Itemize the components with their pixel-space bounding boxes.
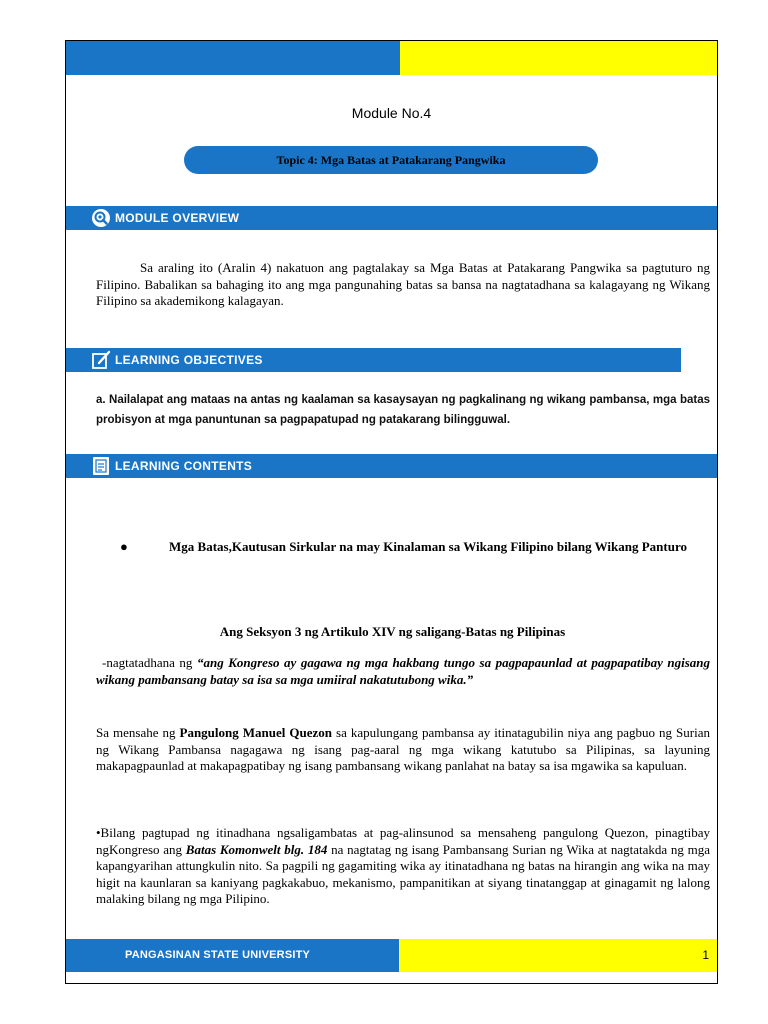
module-overview-text: Sa araling ito (Aralin 4) nakatuon ang pagtalakay sa Mga Batas at Patakarang Pangwika sa pagtuturo ng Filipino. Babalikan sa bahaging ito ang mga pangunahing batas sa bansa na nagtatadhana sa kalagayang ng Wikang Filipino sa akademikong kalagayan.	[96, 260, 710, 308]
document-icon	[91, 456, 111, 476]
batas-name: Batas Komonwelt blg. 184	[185, 841, 328, 857]
quezon-post: sa kapulungang pambansa ay itinatagubilin niya ang pagbuo ng Surian ng Wikang Pambansa nagagawa ng isang pag-aaral ng mga wikang katutubo sa Pilipinas, sa layuning makapagpaunlad at makapagpatibay ng isang pambansang wikang panlahat na batay sa isa mgawika sa kapuluan.	[96, 725, 711, 773]
topic-title: Topic 4: Mga Batas at Patakarang Pangwika	[184, 146, 598, 174]
quezon-name: Pangulong Manuel Quezon	[179, 725, 332, 740]
page-number: 1	[702, 948, 709, 962]
learning-objectives-title: LEARNING OBJECTIVES	[115, 353, 263, 367]
quezon-pre: Sa mensahe ng	[96, 725, 180, 740]
module-overview-bar	[66, 206, 718, 230]
footer-university-band	[66, 939, 399, 972]
learning-objectives-bar	[66, 348, 681, 372]
batas-post: na nagtatag ng isang Pambansang Surian ng Wika at nagtatakda ng mga kapangyarihan attungkulin nito. Sa pagpili ng gagamiting wika ay itinatadhana ng batas na hirangin ang wika na may higit na kaunlaran sa kaniyang pagkakabuo, mekanismo, pampanitikan at siyang tinatanggap at ginagamit ng lalong malaking bilang ng mga Pilipino.	[96, 841, 710, 906]
module-page	[65, 40, 718, 984]
module-overview-title: MODULE OVERVIEW	[115, 211, 240, 225]
magnifier-gear-icon	[91, 208, 111, 228]
content-bullet-text: Mga Batas,Kautusan Sirkular na may Kinalaman sa Wikang Filipino bilang Wikang Panturo	[169, 539, 687, 554]
footer-page-band	[399, 939, 718, 972]
constitution-quote: “ang Kongreso ay gagawa ng mga hakbang tungo sa pagpapaunlad at pagpapatibay ngisang wikang pambansang batay sa isa sa mga umiiral nakatutubong wika.”	[96, 655, 711, 687]
learning-contents-title: LEARNING CONTENTS	[115, 459, 253, 473]
learning-contents-bar	[66, 454, 718, 478]
quote-lead: -nagtatadhana ng	[102, 655, 197, 670]
learning-objective-a: a. Nailalapat ang mataas na antas ng kaalaman sa kasaysayan ng pagkalinang ng wikang pambansa, mga batas probisyon at mga panuntunan sa pagpapatupad ng patakarang bilingguwal.	[96, 394, 710, 426]
header-yellow-band	[400, 41, 718, 75]
batas-pre: •Bilang pagtupad ng itinadhana ngsaligambatas at pag-alinsunod sa mensaheng pangulong Quezon, pinagtibay ngKongreso ang	[96, 825, 710, 857]
module-number: Module No.4	[351, 105, 432, 121]
constitution-quote-paragraph	[96, 655, 710, 688]
pencil-edit-icon	[91, 350, 111, 370]
bullet-dot: ●	[120, 539, 128, 554]
content-bullet	[120, 538, 710, 555]
header-blue-band	[66, 41, 400, 75]
section-heading: Ang Seksyon 3 ng Artikulo XIV ng saligang-Batas ng Pilipinas	[219, 624, 566, 639]
batas-komonwelt-paragraph	[96, 825, 710, 908]
footer-university: PANGASINAN STATE UNIVERSITY	[125, 949, 311, 961]
quezon-paragraph	[96, 725, 710, 775]
